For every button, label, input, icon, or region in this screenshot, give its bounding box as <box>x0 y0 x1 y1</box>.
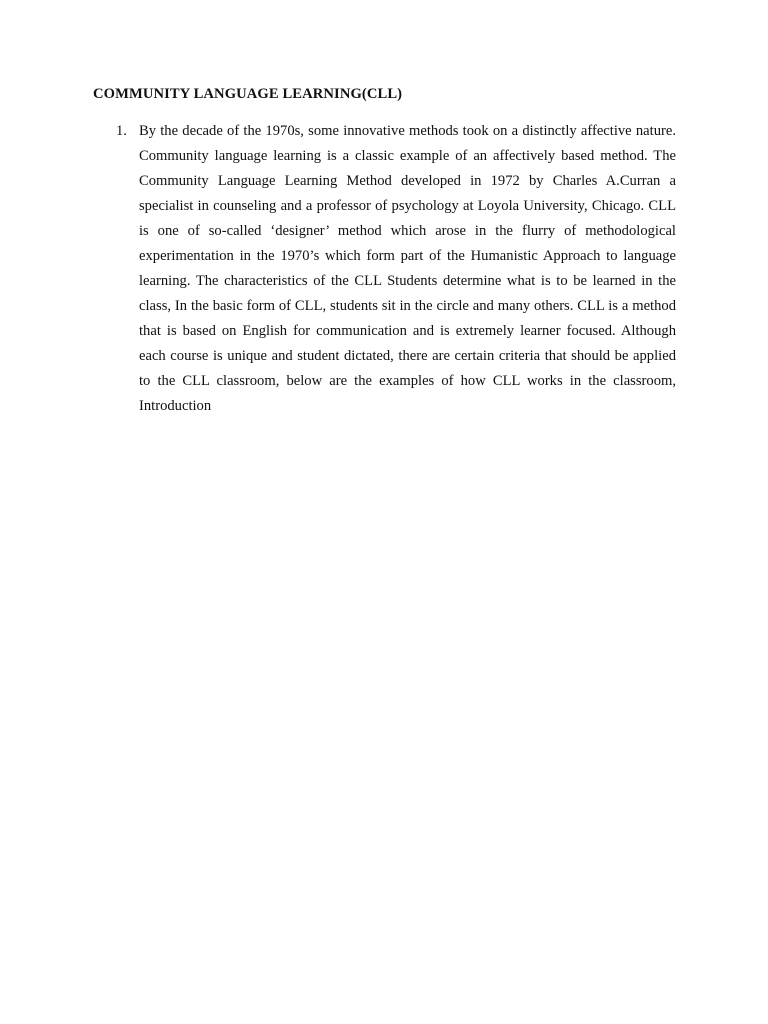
document-heading: COMMUNITY LANGUAGE LEARNING(CLL) <box>93 86 403 102</box>
numbered-list <box>116 119 676 419</box>
list-item-number: 1. <box>116 123 127 139</box>
list-item <box>116 119 676 419</box>
list-item-text: By the decade of the 1970s, some innovative methods took on a distinctly affective nature. Community language learning is a classic example of an affectively based method. The Community Language Learning Method developed in 1972 by Charles A.Curran a specialist in counseling and a professor of psychology at Loyola University, Chicago. CLL is one of so-called ‘designer’ method which arose in the flurry of methodological experimentation in the 1970’s which form part of the Humanistic Approach to language learning. The characteristics of the CLL Students determine what is to be learned in the class, In the basic form of CLL, students sit in the circle and many others. CLL is a method that is based on English for communication and is extremely learner focused. Although each course is unique and student dictated, there are certain criteria that should be applied to the CLL classroom, below are the examples of how CLL works in the classroom, Introduction <box>139 123 676 414</box>
